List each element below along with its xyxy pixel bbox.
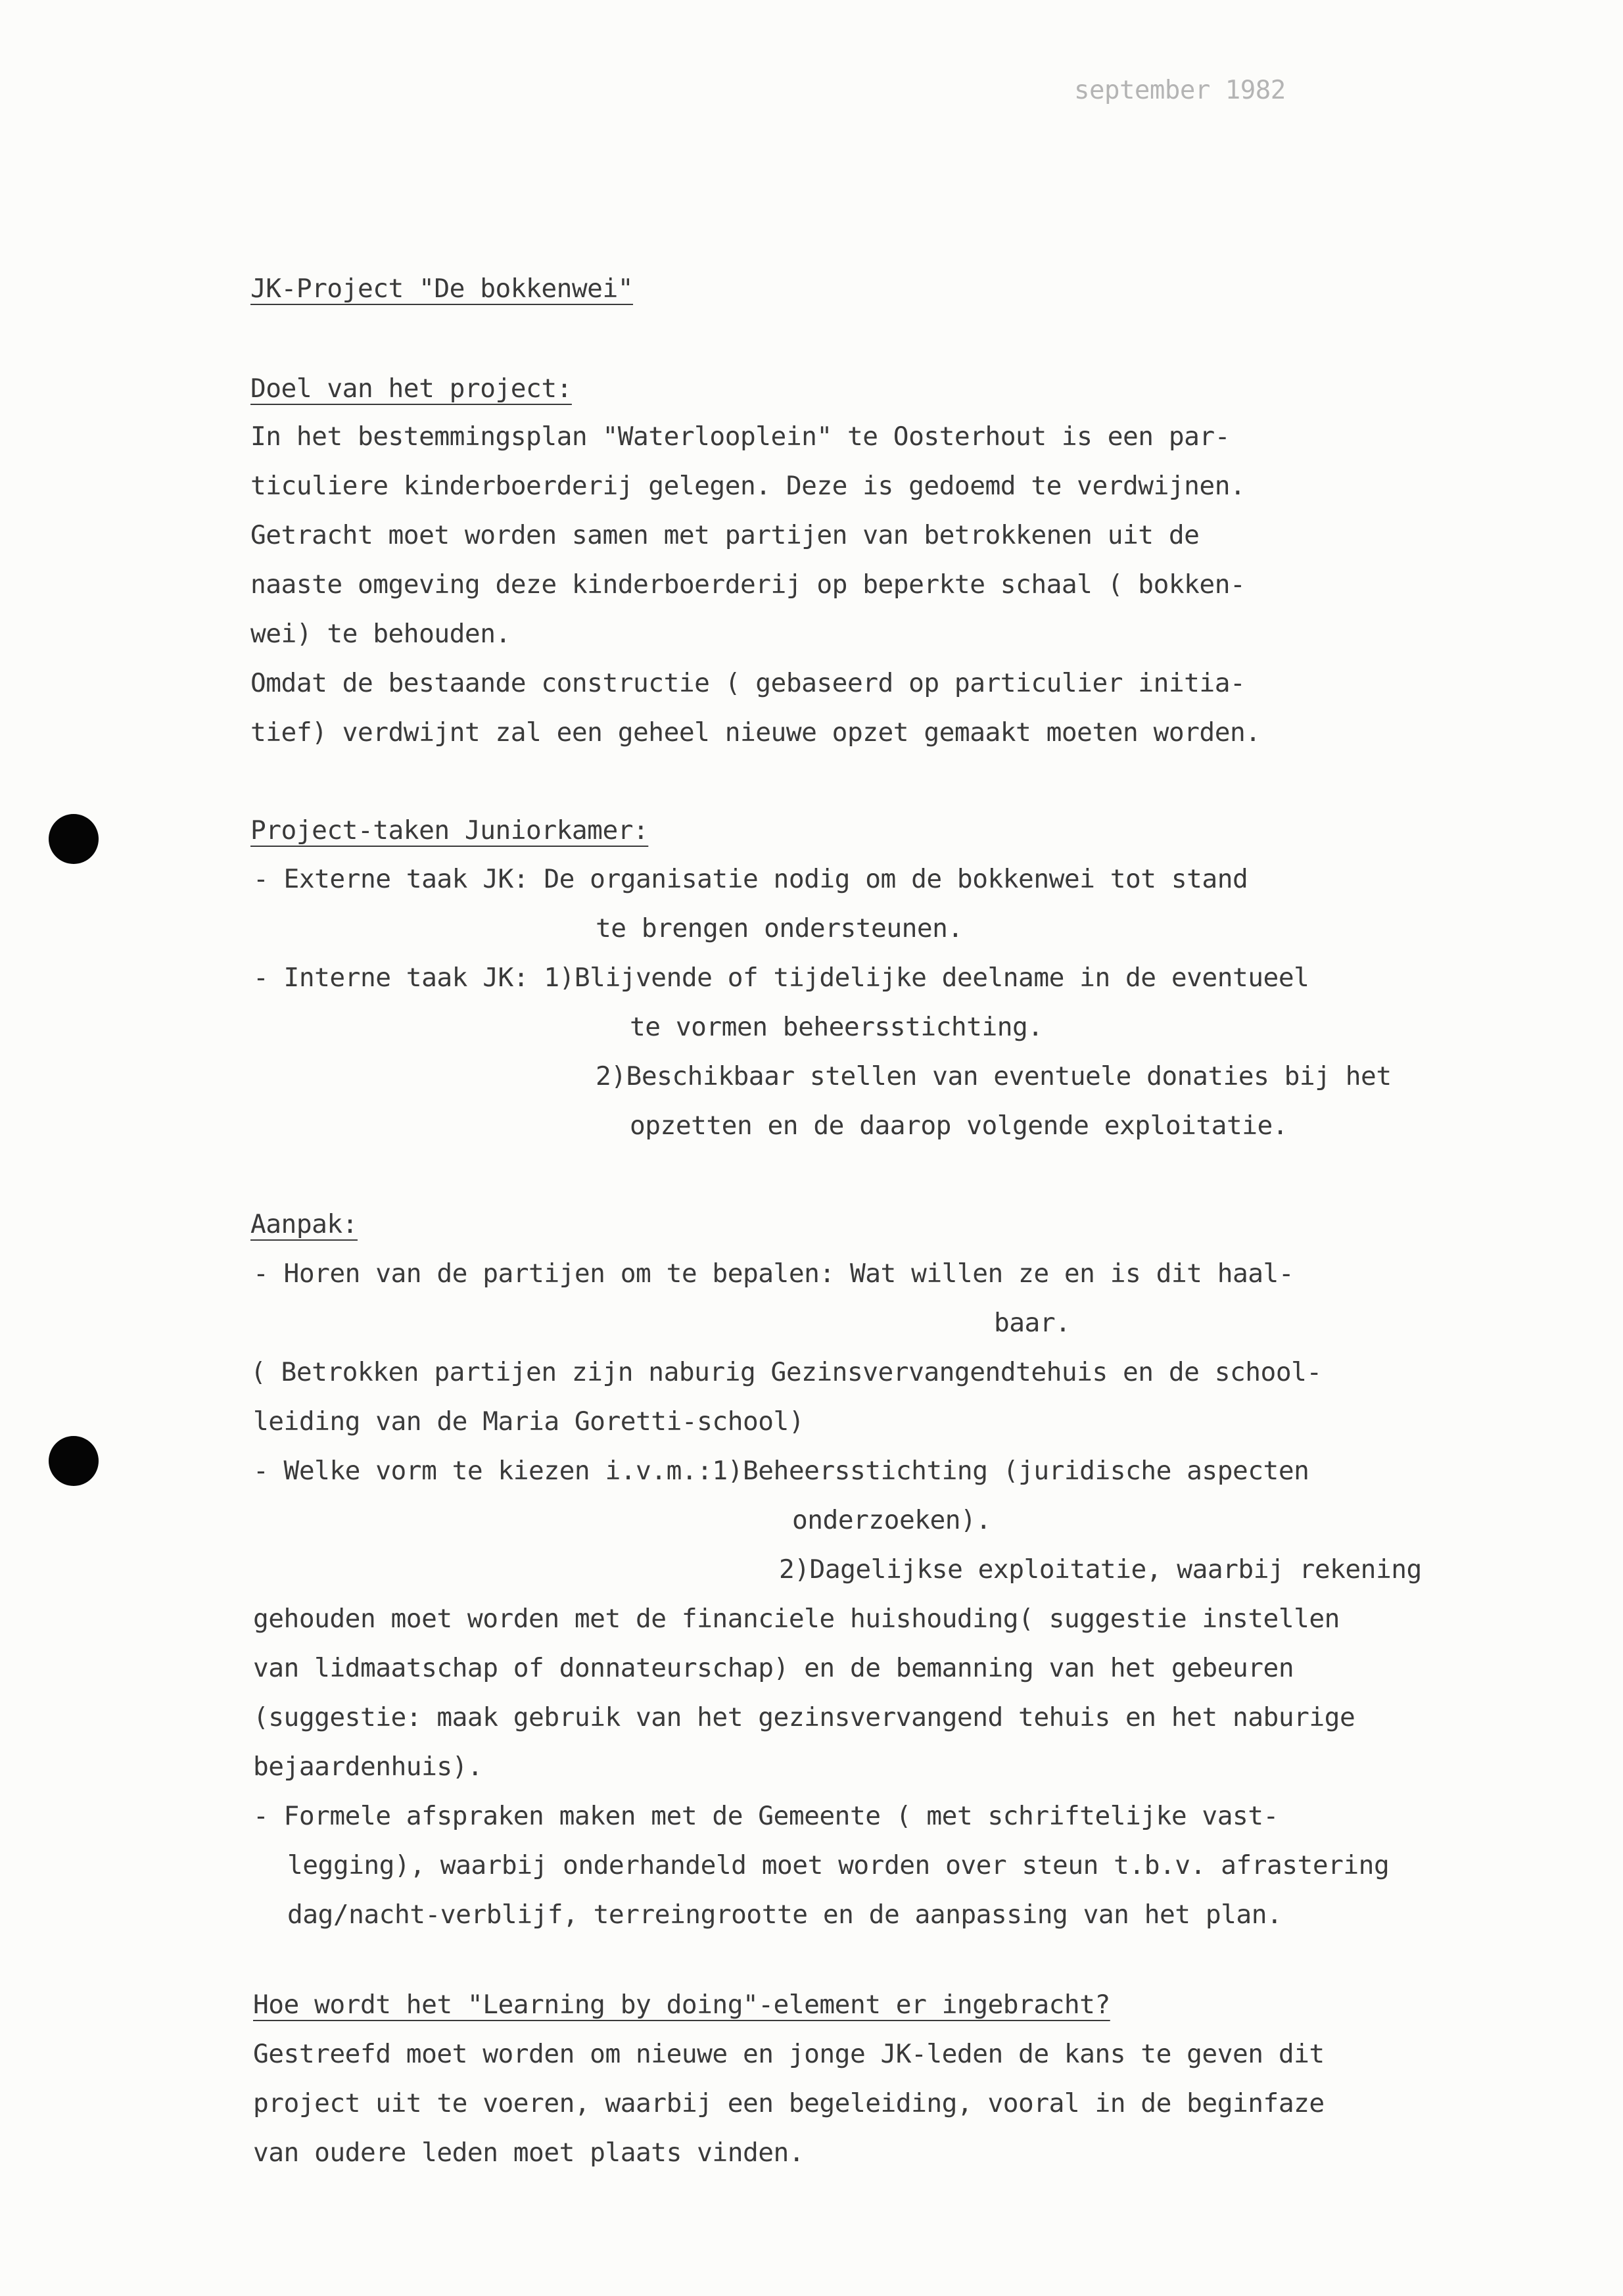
taken-line: te vormen beheersstichting. bbox=[630, 1012, 1043, 1042]
aanpak-line: onderzoeken). bbox=[792, 1505, 991, 1535]
punch-hole-top bbox=[49, 814, 99, 864]
section-heading-learning: Hoe wordt het "Learning by doing"-element er ingebracht? bbox=[253, 1990, 1110, 2020]
section-heading-aanpak: Aanpak: bbox=[250, 1209, 358, 1239]
learning-line: van oudere leden moet plaats vinden. bbox=[253, 2138, 805, 2168]
section-heading-taken: Project-taken Juniorkamer: bbox=[250, 815, 649, 846]
taken-line: - Interne taak JK: 1)Blijvende of tijdelijke deelname in de eventueel bbox=[253, 963, 1309, 993]
learning-line: project uit te voeren, waarbij een begeleiding, vooral in de beginfaze bbox=[253, 2088, 1325, 2118]
aanpak-line: bejaardenhuis). bbox=[253, 1752, 483, 1782]
aanpak-line: - Welke vorm te kiezen i.v.m.:1)Beheersstichting (juridische aspecten bbox=[253, 1456, 1309, 1486]
aanpak-line: - Formele afspraken maken met de Gemeente ( met schriftelijke vast- bbox=[253, 1801, 1279, 1831]
taken-line: 2)Beschikbaar stellen van eventuele donaties bij het bbox=[596, 1061, 1392, 1091]
doel-line: In het bestemmingsplan "Waterlooplein" te Oosterhout is een par- bbox=[250, 421, 1230, 452]
aanpak-line: - Horen van de partijen om te bepalen: Wat willen ze en is dit haal- bbox=[253, 1258, 1294, 1289]
aanpak-line: leiding van de Maria Goretti-school) bbox=[253, 1406, 805, 1437]
document-title: JK-Project "De bokkenwei" bbox=[250, 274, 634, 304]
section-heading-doel: Doel van het project: bbox=[250, 373, 572, 404]
doel-line: tief) verdwijnt zal een geheel nieuwe opzet gemaakt moeten worden. bbox=[250, 717, 1261, 748]
aanpak-line: baar. bbox=[994, 1308, 1071, 1338]
doel-line: ticuliere kinderboerderij gelegen. Deze is gedoemd te verdwijnen. bbox=[250, 471, 1246, 501]
aanpak-line: ( Betrokken partijen zijn naburig Gezinsvervangendtehuis en de school- bbox=[250, 1357, 1322, 1387]
aanpak-line: van lidmaatschap of donnateurschap) en de bemanning van het gebeuren bbox=[253, 1653, 1294, 1683]
doel-line: naaste omgeving deze kinderboerderij op beperkte schaal ( bokken- bbox=[250, 569, 1246, 600]
learning-line: Gestreefd moet worden om nieuwe en jonge JK-leden de kans te geven dit bbox=[253, 2039, 1325, 2069]
doel-line: Getracht moet worden samen met partijen van betrokkenen uit de bbox=[250, 520, 1200, 550]
punch-hole-bottom bbox=[49, 1436, 99, 1486]
doel-line: Omdat de bestaande constructie ( gebaseerd op particulier initia- bbox=[250, 668, 1246, 698]
doel-line: wei) te behouden. bbox=[250, 619, 511, 649]
aanpak-line: gehouden moet worden met de financiele huishouding( suggestie instellen bbox=[253, 1604, 1340, 1634]
aanpak-line: 2)Dagelijkse exploitatie, waarbij rekening bbox=[779, 1554, 1422, 1585]
document-date: september 1982 bbox=[1074, 76, 1286, 105]
taken-line: te brengen ondersteunen. bbox=[596, 913, 963, 944]
aanpak-line: dag/nacht-verblijf, terreingrootte en de aanpassing van het plan. bbox=[287, 1900, 1282, 1930]
aanpak-line: legging), waarbij onderhandeld moet worden over steun t.b.v. afrastering bbox=[287, 1850, 1390, 1880]
taken-line: - Externe taak JK: De organisatie nodig om de bokkenwei tot stand bbox=[253, 864, 1248, 894]
taken-line: opzetten en de daarop volgende exploitatie. bbox=[630, 1111, 1288, 1141]
aanpak-line: (suggestie: maak gebruik van het gezinsvervangend tehuis en het naburige bbox=[253, 1702, 1355, 1733]
